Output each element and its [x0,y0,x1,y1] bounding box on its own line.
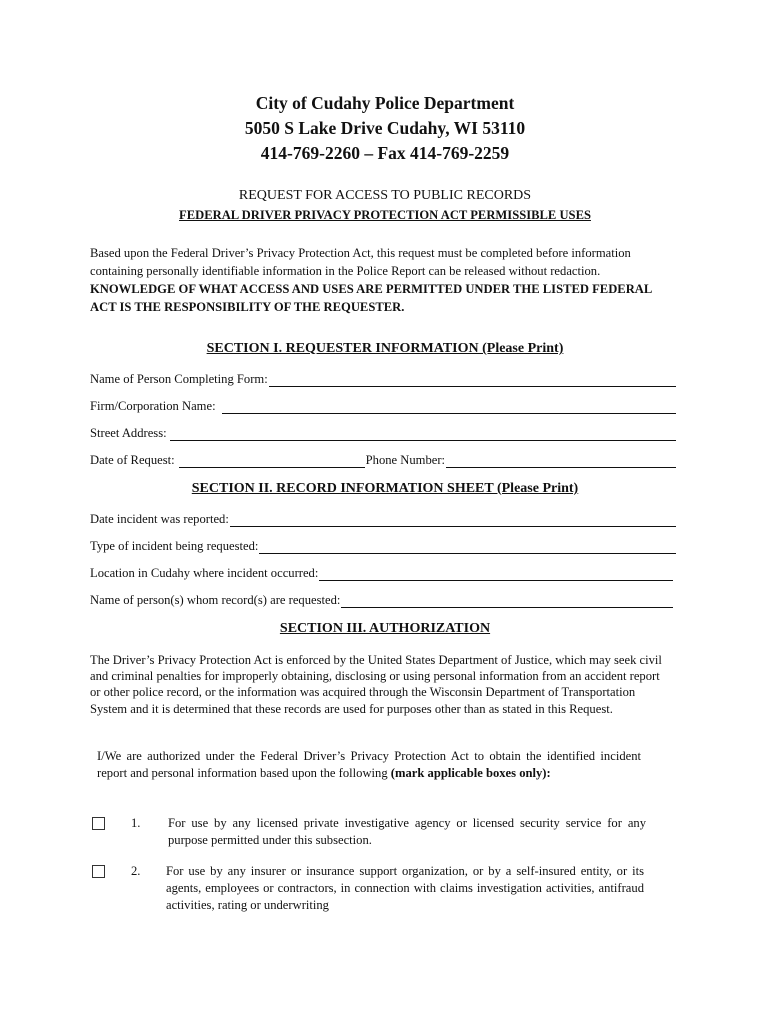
option-2-text: For use by any insurer or insurance support organization, or by a self-insured entity, or its agents, employees or contractors, in connection with claims investigation activities, antifraud activities, rating or underwriting [166,864,644,912]
requester-name-field[interactable] [90,371,676,387]
department-name: City of Cudahy Police Department [255,93,515,113]
incident-date-label: Date incident was reported: [90,512,229,526]
incident-type-label: Type of incident being requested: [90,539,259,553]
record-persons-label: Name of person(s) whom record(s) are requested: [90,593,341,607]
incident-type-field[interactable] [90,538,676,554]
record-persons-field[interactable] [90,592,676,608]
department-address: 5050 S Lake Drive Cudahy, WI 53110 [244,118,526,138]
form-title: REQUEST FOR ACCESS TO PUBLIC RECORDS [238,188,532,203]
section1-title: SECTION I. REQUESTER INFORMATION (Please Print) [206,341,564,356]
option-1-text: For use by any licensed private investigative agency or licensed security service for any purpose permitted under this subsection. [168,816,646,847]
intro-bold-text: KNOWLEDGE OF WHAT ACCESS AND USES ARE PERMITTED UNDER THE LISTED FEDERAL ACT IS THE RESPONSIBILITY OF THE REQUESTER. [90,282,652,314]
street-address-line[interactable] [170,428,676,441]
intro-paragraph [90,244,670,316]
authorization-body: The Driver’s Privacy Protection Act is enforced by the United States Department of Justice, which may seek civil and criminal penalties for improperly obtaining, disclosing or using personal information from an accident report or other police record, or the information was acquired through the Wisconsin Department of Transportation System and it is determined that these records are used for purposes other than as stated in this Request. [90,653,662,716]
incident-location-label: Location in Cudahy where incident occurred: [90,566,319,580]
incident-date-field[interactable] [90,511,676,527]
firm-name-line[interactable] [222,401,676,414]
incident-type-line[interactable] [259,541,676,554]
request-date-label: Date of Request: [90,453,175,467]
requester-name-line[interactable] [269,374,676,387]
incident-location-line[interactable] [319,568,673,581]
option-2-number: 2. [131,864,141,878]
street-address-label: Street Address: [90,426,167,440]
firm-name-field[interactable] [90,398,676,414]
requester-name-label: Name of Person Completing Form: [90,372,268,386]
option-2-checkbox[interactable] [92,865,105,878]
option-1-number: 1. [131,816,141,830]
incident-date-line[interactable] [230,514,676,527]
department-phone: 414-769-2260 – Fax 414-769-2259 [260,143,510,163]
authorization-statement [97,748,641,782]
street-address-field[interactable] [90,425,676,441]
record-persons-line[interactable] [341,595,673,608]
section2-title: SECTION II. RECORD INFORMATION SHEET (Please Print) [191,481,579,496]
form-subtitle: FEDERAL DRIVER PRIVACY PROTECTION ACT PERMISSIBLE USES [179,208,591,222]
firm-name-label: Firm/Corporation Name: [90,399,216,413]
date-phone-row [90,452,676,468]
phone-number-label: Phone Number: [365,453,446,467]
request-date-line[interactable] [179,455,365,468]
section3-title: SECTION III. AUTHORIZATION [279,621,491,636]
intro-text: Based upon the Federal Driver’s Privacy Protection Act, this request must be completed before information containing personally identifiable information in the Police Report can be released without redaction. [90,246,631,278]
option-1-checkbox[interactable] [92,817,105,830]
authorization-text: I/We are authorized under the Federal Driver’s Privacy Protection Act to obtain the identified incident report and personal information based upon the following [97,749,641,780]
authorization-instruction: (mark applicable boxes only): [390,766,551,780]
incident-location-field[interactable] [90,565,676,581]
phone-number-line[interactable] [446,455,676,468]
